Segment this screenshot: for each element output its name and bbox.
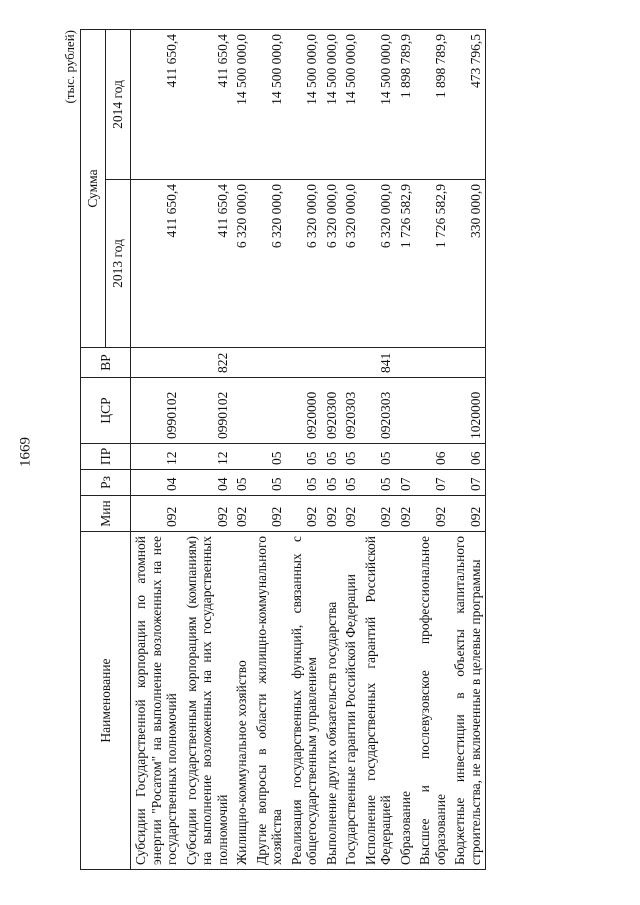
table-row	[287, 29, 322, 869]
row-2014-cell: 411 650,4	[131, 29, 182, 179]
row-rz-cell: 05	[322, 470, 342, 496]
row-rz-cell: 07	[415, 470, 450, 496]
row-2013-cell: 1 726 582,9	[415, 180, 450, 348]
row-name-cell: Бюджетные инвестиции в объекты капитального строительства, не включенные в целевые программы	[450, 532, 486, 870]
row-2014-cell: 1 898 789,9	[415, 29, 450, 179]
page-number: 1669	[17, 437, 34, 467]
row-vr-cell	[322, 348, 342, 378]
row-2013-cell: 411 650,4	[182, 180, 233, 348]
row-rz-cell: 05	[287, 470, 322, 496]
row-csr-cell	[396, 378, 416, 444]
row-csr-cell	[232, 378, 252, 444]
row-name-cell: Исполнение государственных гарантий Российской Федерацией	[361, 532, 396, 870]
row-pr-cell: 06	[450, 444, 486, 470]
row-rz-cell: 04	[131, 470, 182, 496]
row-rz-cell: 05	[361, 470, 396, 496]
row-min-cell: 092	[232, 496, 252, 532]
header-rz: Рз	[81, 470, 131, 496]
row-pr-cell: 05	[341, 444, 361, 470]
row-name-cell: Субсидии государственным корпорациям (компаниям) на выполнение возложенных на них государственных полномочий	[182, 532, 233, 870]
row-vr-cell	[287, 348, 322, 378]
row-name-cell: Жилищно-коммунальное хозяйство	[232, 532, 252, 870]
row-vr-cell	[232, 348, 252, 378]
row-rz-cell: 05	[252, 470, 287, 496]
row-2014-cell: 14 500 000,0	[287, 29, 322, 179]
row-vr-cell: 822	[182, 348, 233, 378]
header-csr: ЦСР	[81, 378, 131, 444]
row-csr-cell: 0920303	[361, 378, 396, 444]
rotated-page-content	[62, 30, 610, 870]
row-vr-cell	[252, 348, 287, 378]
row-vr-cell	[131, 348, 182, 378]
row-2013-cell: 6 320 000,0	[287, 180, 322, 348]
row-pr-cell	[396, 444, 416, 470]
row-min-cell: 092	[361, 496, 396, 532]
table-row	[252, 29, 287, 869]
table-row	[341, 29, 361, 869]
row-2014-cell: 14 500 000,0	[361, 29, 396, 179]
header-2014: 2014 год	[106, 29, 131, 179]
row-pr-cell: 05	[322, 444, 342, 470]
row-min-cell: 092	[415, 496, 450, 532]
row-min-cell: 092	[396, 496, 416, 532]
table-row	[182, 29, 233, 869]
header-min: Мин	[81, 496, 131, 532]
row-pr-cell: 05	[252, 444, 287, 470]
row-2014-cell: 14 500 000,0	[322, 29, 342, 179]
row-2013-cell: 411 650,4	[131, 180, 182, 348]
row-min-cell: 092	[182, 496, 233, 532]
row-name-cell: Реализация государственных функций, связанных с общегосударственным управлением	[287, 532, 322, 870]
row-name-cell: Государственные гарантии Российской Федерации	[341, 532, 361, 870]
row-pr-cell	[232, 444, 252, 470]
row-name-cell: Субсидии Государственной корпорации по атомной энергии "Росатом" на выполнение возложенных на нее государственных полномочий	[131, 532, 182, 870]
budget-table	[80, 29, 486, 870]
row-pr-cell: 12	[131, 444, 182, 470]
row-2013-cell: 1 726 582,9	[396, 180, 416, 348]
row-2013-cell: 6 320 000,0	[232, 180, 252, 348]
row-min-cell: 092	[450, 496, 486, 532]
header-2013: 2013 год	[106, 180, 131, 348]
row-2014-cell: 473 796,5	[450, 29, 486, 179]
row-2014-cell: 1 898 789,9	[396, 29, 416, 179]
row-name-cell: Выполнение других обязательств государства	[322, 532, 342, 870]
header-sum: Сумма	[81, 29, 106, 347]
row-vr-cell	[415, 348, 450, 378]
row-csr-cell	[252, 378, 287, 444]
row-pr-cell: 05	[287, 444, 322, 470]
row-csr-cell: 0990102	[182, 378, 233, 444]
table-row	[322, 29, 342, 869]
row-2013-cell: 6 320 000,0	[322, 180, 342, 348]
table-row	[415, 29, 450, 869]
row-pr-cell: 05	[361, 444, 396, 470]
row-csr-cell: 0990102	[131, 378, 182, 444]
row-csr-cell: 0920300	[322, 378, 342, 444]
row-rz-cell: 07	[450, 470, 486, 496]
row-csr-cell: 0920000	[287, 378, 322, 444]
row-name-cell: Высшее и послевузовское профессиональное образование	[415, 532, 450, 870]
row-rz-cell: 05	[232, 470, 252, 496]
row-vr-cell	[396, 348, 416, 378]
row-2014-cell: 14 500 000,0	[232, 29, 252, 179]
row-min-cell: 092	[322, 496, 342, 532]
row-min-cell: 092	[131, 496, 182, 532]
row-2013-cell: 330 000,0	[450, 180, 486, 348]
header-row	[81, 29, 106, 869]
row-2014-cell: 411 650,4	[182, 29, 233, 179]
table-row	[232, 29, 252, 869]
table-row	[361, 29, 396, 869]
row-name-cell: Образование	[396, 532, 416, 870]
row-min-cell: 092	[341, 496, 361, 532]
units-label: (тыс. рублей)	[62, 30, 77, 104]
table-row	[450, 29, 486, 869]
header-vr: ВР	[81, 348, 131, 378]
table-body	[131, 29, 486, 869]
header-name: Наименование	[81, 532, 131, 870]
row-rz-cell: 07	[396, 470, 416, 496]
table-row	[396, 29, 416, 869]
row-2014-cell: 14 500 000,0	[341, 29, 361, 179]
row-vr-cell	[341, 348, 361, 378]
row-rz-cell: 05	[341, 470, 361, 496]
row-min-cell: 092	[287, 496, 322, 532]
row-2014-cell: 14 500 000,0	[252, 29, 287, 179]
row-csr-cell	[415, 378, 450, 444]
row-rz-cell: 04	[182, 470, 233, 496]
row-csr-cell: 1020000	[450, 378, 486, 444]
row-min-cell: 092	[252, 496, 287, 532]
row-name-cell: Другие вопросы в области жилищно-коммунального хозяйства	[252, 532, 287, 870]
row-csr-cell: 0920303	[341, 378, 361, 444]
row-vr-cell	[450, 348, 486, 378]
header-pr: ПР	[81, 444, 131, 470]
row-pr-cell: 12	[182, 444, 233, 470]
row-2013-cell: 6 320 000,0	[341, 180, 361, 348]
row-vr-cell: 841	[361, 348, 396, 378]
table-row	[131, 29, 182, 869]
row-pr-cell: 06	[415, 444, 450, 470]
row-2013-cell: 6 320 000,0	[252, 180, 287, 348]
row-2013-cell: 6 320 000,0	[361, 180, 396, 348]
